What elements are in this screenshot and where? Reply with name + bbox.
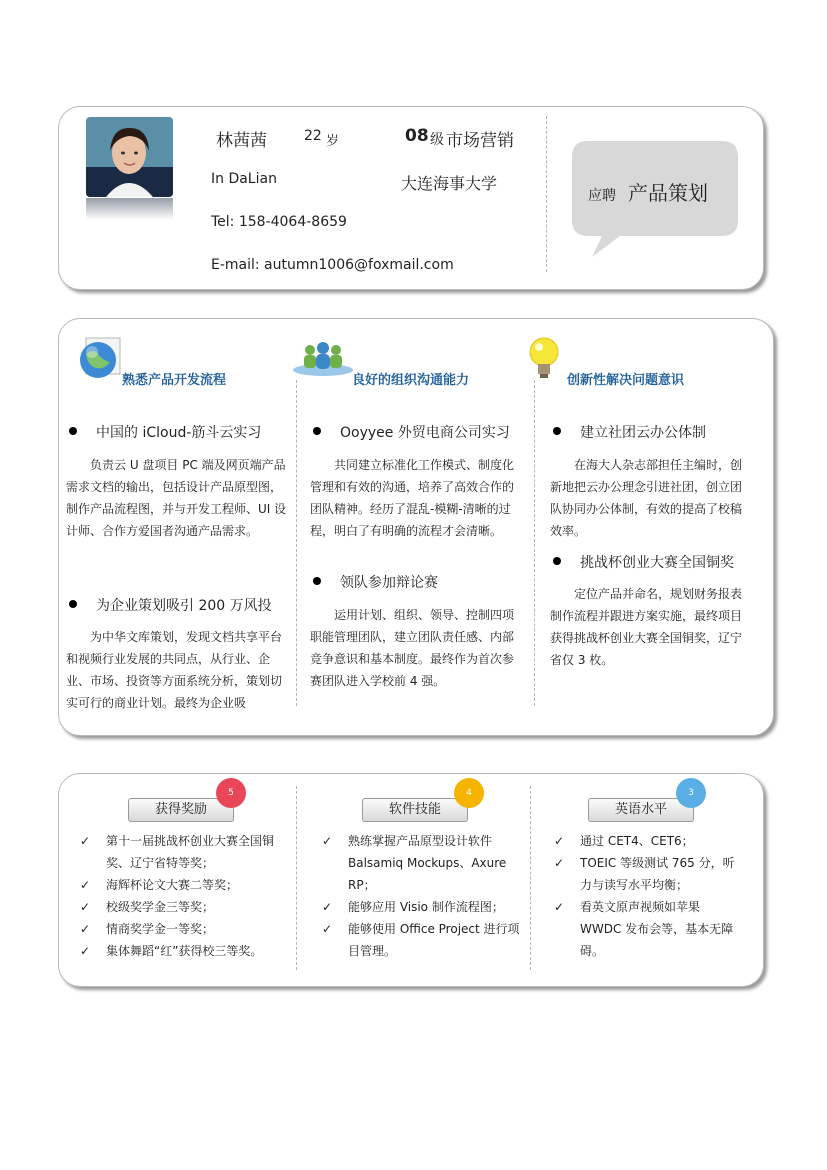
ability-item-title: 挑战杯创业大赛全国铜奖 — [580, 555, 734, 571]
ability-item-text: 在海大人杂志部担任主编时，创新地把云办公理念引进社团，创立团队协同办公体制，有效的提高了校稿效率。 — [550, 458, 743, 538]
name: 林茜茜 — [216, 131, 267, 151]
abilities-divider-2 — [534, 380, 535, 706]
english-list — [552, 830, 738, 962]
list-item: ✓ 通过 CET4、CET6； — [552, 830, 738, 852]
english-badge: 3 — [676, 778, 706, 808]
check-icon: ✓ — [79, 922, 91, 936]
profile-photo — [86, 117, 173, 197]
apply-position: 产品策划 — [628, 181, 708, 205]
ability-item-text: 定位产品并命名，规划财务报表制作流程并跟进方案实施，最终项目获得挑战杯创业大赛全国铜奖，辽宁省仅 3 枚。 — [550, 587, 743, 667]
ability-item-title: 建立社团云办公体制 — [580, 425, 706, 441]
check-icon: ✓ — [79, 878, 91, 892]
email[interactable]: E-mail: autumn1006@foxmail.com — [211, 257, 454, 273]
software-list — [320, 830, 520, 962]
bullet-icon — [69, 427, 77, 435]
age-unit: 岁 — [326, 134, 340, 149]
ability-title-2: 良好的组织沟通能力 — [352, 373, 470, 388]
list-item: ✓ TOEIC 等级测试 765 分，听力与读写水平均衡； — [552, 852, 738, 896]
skills-divider-1 — [296, 786, 297, 970]
list-item: ✓ 能够应用 Visio 制作流程图； — [320, 896, 520, 918]
ability-item-text: 运用计划、组织、领导、控制四项职能管理团队，建立团队责任感、内部竞争意识和基本制度。最终作为首次参赛团队进入学校前 4 强。 — [310, 608, 515, 688]
major: 市场营销 — [446, 131, 514, 151]
ability-item-title: Ooyyee 外贸电商公司实习 — [340, 425, 510, 441]
list-item: ✓ 能够使用 Office Project 进行项目管理。 — [320, 918, 520, 962]
grade-unit: 级 — [430, 132, 444, 148]
awards-list — [78, 830, 278, 962]
list-item: ✓ 第十一届挑战杯创业大赛全国铜奖、辽宁省特等奖； — [78, 830, 278, 874]
ability-title-1: 熟悉产品开发流程 — [122, 373, 227, 388]
check-icon: ✓ — [553, 856, 565, 870]
location: In DaLian — [211, 171, 277, 187]
speech-bubble — [572, 141, 738, 236]
lightbulb-icon — [527, 336, 561, 388]
abilities-divider-1 — [296, 380, 297, 706]
english-tag: 英语水平 — [588, 798, 694, 822]
ability-item-text: 为中华文库策划，发现文档共享平台和视频行业发展的共同点，从行业、企业、市场、投资等方面系统分析，策划切实可行的商业计划。最终为企业吸 — [66, 630, 283, 710]
ability-item-title: 中国的 iCloud-筋斗云实习 — [96, 425, 262, 441]
software-badge: 4 — [454, 778, 484, 808]
check-icon: ✓ — [553, 900, 565, 914]
awards-badge: 5 — [216, 778, 246, 808]
list-item: ✓ 情商奖学金一等奖； — [78, 918, 278, 940]
check-icon: ✓ — [321, 922, 333, 936]
university: 大连海事大学 — [401, 174, 498, 193]
bullet-icon — [553, 427, 561, 435]
age-number: 22 — [304, 128, 322, 144]
ability-item-title: 领队参加辩论赛 — [340, 575, 438, 591]
bullet-icon — [313, 577, 321, 585]
software-tag: 软件技能 — [362, 798, 468, 822]
list-item: ✓ 校级奖学金三等奖； — [78, 896, 278, 918]
list-item: ✓ 熟练掌握产品原型设计软件 Balsamiq Mockups、Axure RP； — [320, 830, 520, 896]
globe-icon — [76, 336, 122, 386]
phone: Tel: 158-4064-8659 — [211, 214, 347, 230]
apply-label: 应聘 — [588, 188, 616, 204]
check-icon: ✓ — [79, 900, 91, 914]
bullet-icon — [69, 600, 77, 608]
header-divider — [546, 116, 547, 272]
team-icon — [292, 340, 354, 380]
profile-photo-reflection — [86, 198, 173, 220]
ability-item-text: 负责云 U 盘项目 PC 端及网页端产品需求文档的输出，包括设计产品原型图，制作产品流程图，并与开发工程师、UI 设计师、合作方爱国者沟通产品需求。 — [66, 458, 287, 538]
check-icon: ✓ — [79, 834, 91, 848]
check-icon: ✓ — [321, 900, 333, 914]
bullet-icon — [553, 557, 561, 565]
awards-tag: 获得奖励 — [128, 798, 234, 822]
list-item: ✓ 集体舞蹈“红”获得校三等奖。 — [78, 940, 278, 962]
ability-item-text: 共同建立标准化工作模式、制度化管理和有效的沟通，培养了高效合作的团队精神。经历了混乱-模糊-清晰的过程，明白了有明确的流程才会清晰。 — [310, 458, 515, 538]
check-icon: ✓ — [321, 834, 333, 848]
list-item: ✓ 看英文原声视频如苹果 WWDC 发布会等，基本无障碍。 — [552, 896, 738, 962]
grade-number: 08 — [405, 126, 429, 146]
bullet-icon — [313, 427, 321, 435]
ability-title-3: 创新性解决问题意识 — [567, 373, 685, 388]
check-icon: ✓ — [79, 944, 91, 958]
check-icon: ✓ — [553, 834, 565, 848]
ability-item-title: 为企业策划吸引 200 万风投 — [96, 598, 272, 614]
skills-divider-2 — [530, 786, 531, 970]
list-item: ✓ 海辉杯论文大赛二等奖； — [78, 874, 278, 896]
